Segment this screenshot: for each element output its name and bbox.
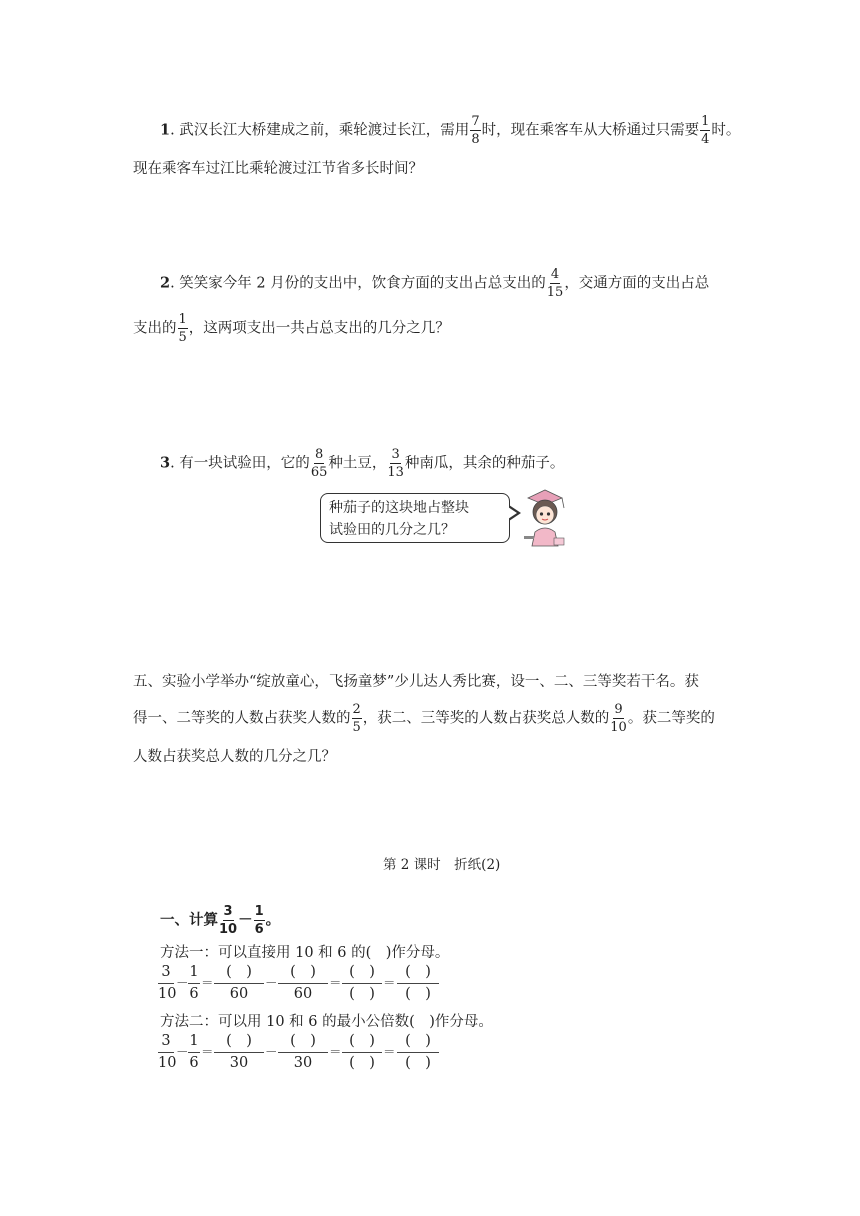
fraction: 3 10 bbox=[158, 1033, 177, 1071]
fraction: $\frac{8}{65}$ bbox=[310, 447, 328, 480]
question-text: ，交通方面的支出占总 bbox=[564, 275, 710, 292]
fraction: $\frac{7}{8}$ bbox=[471, 114, 480, 147]
answer-fraction: ( ) ( ) bbox=[397, 1034, 439, 1070]
fraction: $\frac{1}{6}$ bbox=[254, 904, 264, 937]
speech-bubble-tail-fill bbox=[508, 507, 517, 519]
minus-sign: － bbox=[265, 975, 278, 990]
period: 。 bbox=[265, 912, 281, 929]
question-text: ，这两项支出一共占总支出的几分之几？ bbox=[188, 320, 450, 337]
answer-fraction: ( ) ( ) bbox=[342, 965, 382, 1001]
fraction: $\frac{1}{4}$ bbox=[701, 114, 710, 147]
answer-fraction: ( ) ( ) bbox=[397, 965, 439, 1001]
speech-bubble bbox=[320, 493, 510, 543]
fraction: $\frac{3}{13}$ bbox=[387, 447, 404, 480]
answer-fraction: ( ) ( ) bbox=[342, 1034, 382, 1070]
question-number: 2 bbox=[160, 274, 171, 292]
section-label: 一、计算 bbox=[160, 912, 218, 929]
question-number: 1 bbox=[160, 121, 171, 139]
equals-sign: ＝ bbox=[383, 1044, 396, 1059]
fraction: $\frac{2}{5}$ bbox=[352, 702, 361, 735]
question-text: . 笑笑家今年 2 月份的支出中，饮食方面的支出占总支出的 bbox=[170, 275, 546, 292]
method-1-text: 方法一：可以直接用 10 和 6 的( )作分母。 bbox=[160, 945, 450, 961]
student-girl-illustration bbox=[518, 488, 570, 550]
answer-fraction: ( ) 30 bbox=[278, 1034, 328, 1070]
answer-fraction: ( ) 60 bbox=[278, 965, 328, 1001]
question-text: . 武汉长江大桥建成之前，乘轮渡过长江，需用 bbox=[170, 122, 470, 139]
question-5-line1: 五、实验小学举办“绽放童心，飞扬童梦”少儿达人秀比赛，设一、二、三等奖若干名。获 bbox=[133, 674, 699, 690]
question-text: . 有一块试验田，它的 bbox=[170, 455, 310, 472]
question-2-line1 bbox=[160, 268, 709, 299]
equals-sign: ＝ bbox=[201, 975, 214, 990]
fraction: $\frac{1}{5}$ bbox=[178, 312, 187, 345]
fraction: 1 6 bbox=[189, 1033, 199, 1071]
pencil-icon bbox=[524, 536, 534, 539]
answer-fraction: ( ) 60 bbox=[214, 965, 264, 1001]
fraction: 1 6 bbox=[189, 964, 199, 1002]
fraction: 3 10 bbox=[158, 964, 177, 1002]
minus-sign: － bbox=[176, 975, 189, 990]
question-text: 时。 bbox=[711, 122, 741, 139]
bubble-line-2: 试验田的几分之几？ bbox=[329, 522, 455, 538]
question-2-line2 bbox=[133, 313, 450, 344]
question-text: 。获二等奖的 bbox=[627, 710, 715, 727]
question-text: ，获二、三等奖的人数占获奖总人数的 bbox=[362, 710, 610, 727]
method-2-text: 方法二：可以用 10 和 6 的最小公倍数( )作分母。 bbox=[160, 1014, 493, 1030]
fraction: $\frac{9}{10}$ bbox=[610, 702, 627, 735]
equals-sign: ＝ bbox=[329, 1044, 342, 1059]
equals-sign: ＝ bbox=[329, 975, 342, 990]
question-text: 支出的 bbox=[133, 320, 177, 337]
section-1-heading bbox=[160, 905, 280, 936]
question-text: 得一、二等奖的人数占获奖人数的 bbox=[133, 710, 351, 727]
question-text: 种土豆， bbox=[328, 455, 387, 472]
lesson-title: 第 2 课时 折纸(2) bbox=[383, 857, 501, 873]
question-5-line3: 人数占获奖总人数的几分之几？ bbox=[133, 749, 336, 765]
answer-fraction: ( ) 30 bbox=[214, 1034, 264, 1070]
minus-sign: － bbox=[265, 1044, 278, 1059]
question-number: 3 bbox=[160, 454, 171, 472]
fraction: $\frac{4}{15}$ bbox=[546, 267, 564, 300]
equals-sign: ＝ bbox=[201, 1044, 214, 1059]
question-1-line2: 现在乘客车过江比乘轮渡过江节省多长时间？ bbox=[133, 161, 423, 177]
question-text: 种南瓜，其余的种茄子。 bbox=[404, 455, 565, 472]
question-1-line1 bbox=[160, 115, 740, 146]
question-3-line1 bbox=[160, 448, 564, 479]
question-text: 时，现在乘客车从大桥通过只需要 bbox=[481, 122, 700, 139]
bubble-line-1: 种茄子的这块地占整块 bbox=[329, 500, 469, 516]
question-5-line2 bbox=[133, 703, 715, 734]
equals-sign: ＝ bbox=[383, 975, 396, 990]
fraction: $\frac{3}{10}$ bbox=[219, 904, 238, 937]
minus-sign: － bbox=[176, 1044, 189, 1059]
minus-sign: － bbox=[238, 912, 253, 929]
